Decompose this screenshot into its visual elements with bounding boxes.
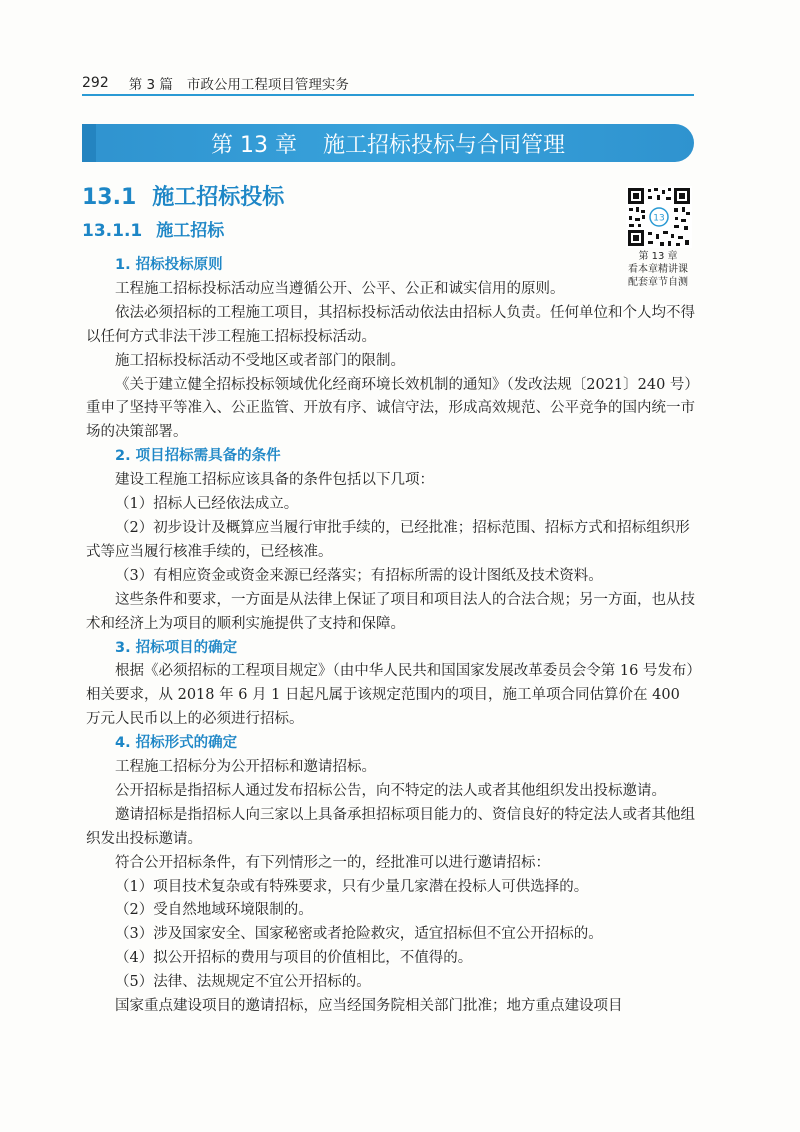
list-item: （1）招标人已经依法成立。 [115, 496, 299, 513]
subsection-title [82, 216, 238, 241]
paragraph: 公开招标是指招标人通过发布招标公告，向不特定的法人或者其他组织发出投标邀请。 [115, 782, 666, 799]
paragraph: 施工招标投标活动不受地区或者部门的限制。 [115, 352, 405, 369]
list-item: （4）拟公开招标的费用与项目的价值相比，不值得的。 [115, 950, 473, 967]
subsection-name: 施工招标 [156, 221, 225, 241]
chapter-banner-tab [82, 124, 96, 162]
heading-conditions: 2. 项目招标需具备的条件 [115, 448, 281, 465]
list-item: （2）初步设计及概算应当履行审批手续的，已经批准；招标范围、招标方式和招标组织形式等应当履行核准手续的，已经核准。 [86, 519, 690, 560]
qr-caption-line: 第 13 章 [638, 251, 678, 262]
qr-caption-line: 配套章节自测 [628, 277, 688, 288]
paragraph: 这些条件和要求，一方面是从法律上保证了项目和项目法人的合法合规；另一方面，也从技术和经济上为项目的顺利实施提供了支持和保障。 [86, 591, 695, 632]
list-item: （3）有相应资金或资金来源已经落实；有招标所需的设计图纸及技术资料。 [115, 567, 603, 584]
chapter-title: 施工招标投标与合同管理 [322, 132, 565, 158]
paragraph: 根据《必须招标的工程项目规定》（由中华人民共和国国家发展改革委员会令第 16 号发布）相关要求，从 2018 年 6 月 1 日起凡属于该规定范围内的项目，施工单项合同估算价在 400 万元人民币以上的必须进行招标。 [86, 663, 694, 728]
part-label: 第 3 篇 [128, 77, 173, 93]
list-item: （2）受自然地域环境限制的。 [115, 902, 313, 919]
book-title: 市政公用工程项目管理实务 [186, 77, 349, 93]
paragraph: 《关于建立健全招标投标领域优化经商环境长效机制的通知》（发改法规〔2021〕240 号）重申了坚持平等准入、公正监管、开放有序、诚信守法，形成高效规范、公平竞争的国内统一市场的决策部署。 [86, 376, 695, 441]
body-text [86, 254, 698, 1019]
paragraph: 国家重点建设项目的邀请招标，应当经国务院相关部门批准；地方重点建设项目 [115, 998, 623, 1015]
heading-principles: 1. 招标投标原则 [115, 257, 223, 273]
subsection-number: 13.1.1 [82, 221, 143, 241]
qr-caption-line: 看本章精讲课 [628, 264, 688, 275]
page-number: 292 [82, 75, 109, 91]
section-name: 施工招标投标 [152, 185, 285, 210]
section-title [82, 180, 300, 211]
qr-code-icon[interactable] [626, 186, 692, 248]
paragraph: 符合公开招标条件，有下列情形之一的，经批准可以进行邀请招标： [115, 854, 550, 871]
paragraph: 建设工程施工招标应该具备的条件包括以下几项： [115, 472, 434, 489]
running-header [82, 70, 694, 96]
paragraph: 邀请招标是指招标人向三家以上具备承担招标项目能力的、资信良好的特定法人或者其他组织发出投标邀请。 [86, 806, 695, 847]
chapter-banner [82, 124, 694, 162]
heading-bidding-form: 4. 招标形式的确定 [115, 735, 238, 752]
chapter-number: 第 13 章 [211, 132, 297, 158]
paragraph: 依法必须招标的工程施工项目，其招标投标活动依法由招标人负责。任何单位和个人均不得以任何方式非法干涉工程施工招标投标活动。 [86, 304, 695, 345]
list-item: （5）法律、法规规定不宜公开招标的。 [115, 974, 371, 991]
heading-project-determination: 3. 招标项目的确定 [115, 639, 238, 656]
section-number: 13.1 [82, 185, 137, 210]
paragraph: 工程施工招标投标活动应当遵循公开、公平、公正和诚实信用的原则。 [115, 280, 565, 297]
list-item: （3）涉及国家安全、国家秘密或者抢险救灾，适宜招标但不宜公开招标的。 [115, 926, 603, 943]
paragraph: 工程施工招标分为公开招标和邀请招标。 [115, 759, 376, 776]
qr-center-label: 13 [653, 213, 665, 224]
header-rule [82, 94, 694, 96]
list-item: （1）项目技术复杂或有特殊要求，只有少量几家潜在投标人可供选择的。 [115, 878, 589, 895]
